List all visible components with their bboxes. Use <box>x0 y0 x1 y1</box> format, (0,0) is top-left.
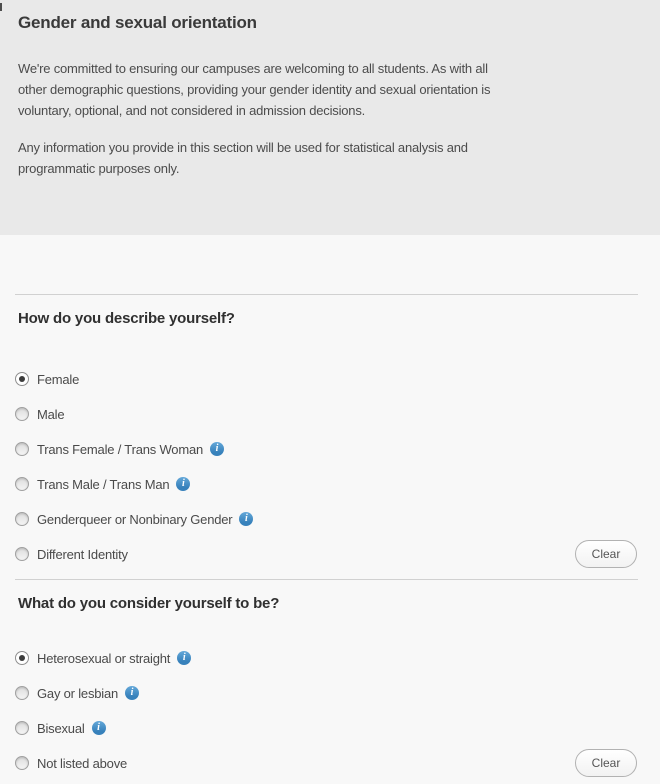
radio-option-label: Heterosexual or straight <box>37 650 171 666</box>
section-divider <box>15 579 638 580</box>
screen-edge-artifact <box>0 3 2 11</box>
question-group-gender <box>0 294 660 564</box>
page-title: Gender and sexual orientation <box>18 13 257 32</box>
radio-button[interactable] <box>15 512 29 526</box>
radio-button[interactable] <box>15 442 29 456</box>
intro-section <box>0 0 660 235</box>
radio-button[interactable] <box>15 756 29 770</box>
clear-button[interactable]: Clear <box>575 540 637 568</box>
info-icon[interactable]: i <box>239 512 253 526</box>
section-divider <box>15 294 638 295</box>
intro-paragraph-2: Any information you provide in this section will be used for statistical analysis and programmatic purposes only. <box>18 140 468 176</box>
question-group-orientation <box>0 579 660 773</box>
radio-option-heterosexual[interactable] <box>15 648 637 668</box>
radio-group-orientation <box>0 648 660 773</box>
radio-button[interactable] <box>15 686 29 700</box>
radio-option-male[interactable] <box>15 404 637 424</box>
clear-button[interactable]: Clear <box>575 749 637 777</box>
radio-option-different-identity[interactable] <box>15 544 637 564</box>
info-icon[interactable]: i <box>177 651 191 665</box>
radio-group-gender <box>0 369 660 564</box>
radio-option-trans-female[interactable] <box>15 439 637 459</box>
radio-option-label: Male <box>37 406 65 422</box>
radio-option-not-listed[interactable] <box>15 753 637 773</box>
info-icon[interactable]: i <box>125 686 139 700</box>
info-icon[interactable]: i <box>92 721 106 735</box>
radio-option-label: Bisexual <box>37 720 85 736</box>
info-icon[interactable]: i <box>210 442 224 456</box>
radio-option-label: Trans Female / Trans Woman <box>37 441 204 457</box>
radio-button[interactable] <box>15 651 29 665</box>
radio-option-genderqueer[interactable] <box>15 509 637 529</box>
question-title-orientation: What do you consider yourself to be? <box>18 595 280 612</box>
form-body <box>0 294 660 773</box>
radio-option-trans-male[interactable] <box>15 474 637 494</box>
radio-button[interactable] <box>15 372 29 386</box>
radio-button[interactable] <box>15 477 29 491</box>
radio-button[interactable] <box>15 721 29 735</box>
radio-option-female[interactable] <box>15 369 637 389</box>
radio-option-label: Different Identity <box>37 546 128 562</box>
intro-paragraph-1: We're committed to ensuring our campuses are welcoming to all students. As with all other demographic questions, providing your gender identity and sexual orientation is voluntary, optional, and not considered in admission decisions. <box>18 61 491 118</box>
question-title-gender: How do you describe yourself? <box>18 310 235 327</box>
radio-button[interactable] <box>15 407 29 421</box>
radio-option-label: Genderqueer or Nonbinary Gender <box>37 511 233 527</box>
radio-option-label: Female <box>37 371 80 387</box>
radio-option-bisexual[interactable] <box>15 718 637 738</box>
info-icon[interactable]: i <box>176 477 190 491</box>
radio-option-label: Trans Male / Trans Man <box>37 476 170 492</box>
radio-option-gay-lesbian[interactable] <box>15 683 637 703</box>
radio-option-label: Not listed above <box>37 755 128 771</box>
radio-button[interactable] <box>15 547 29 561</box>
radio-option-label: Gay or lesbian <box>37 685 119 701</box>
